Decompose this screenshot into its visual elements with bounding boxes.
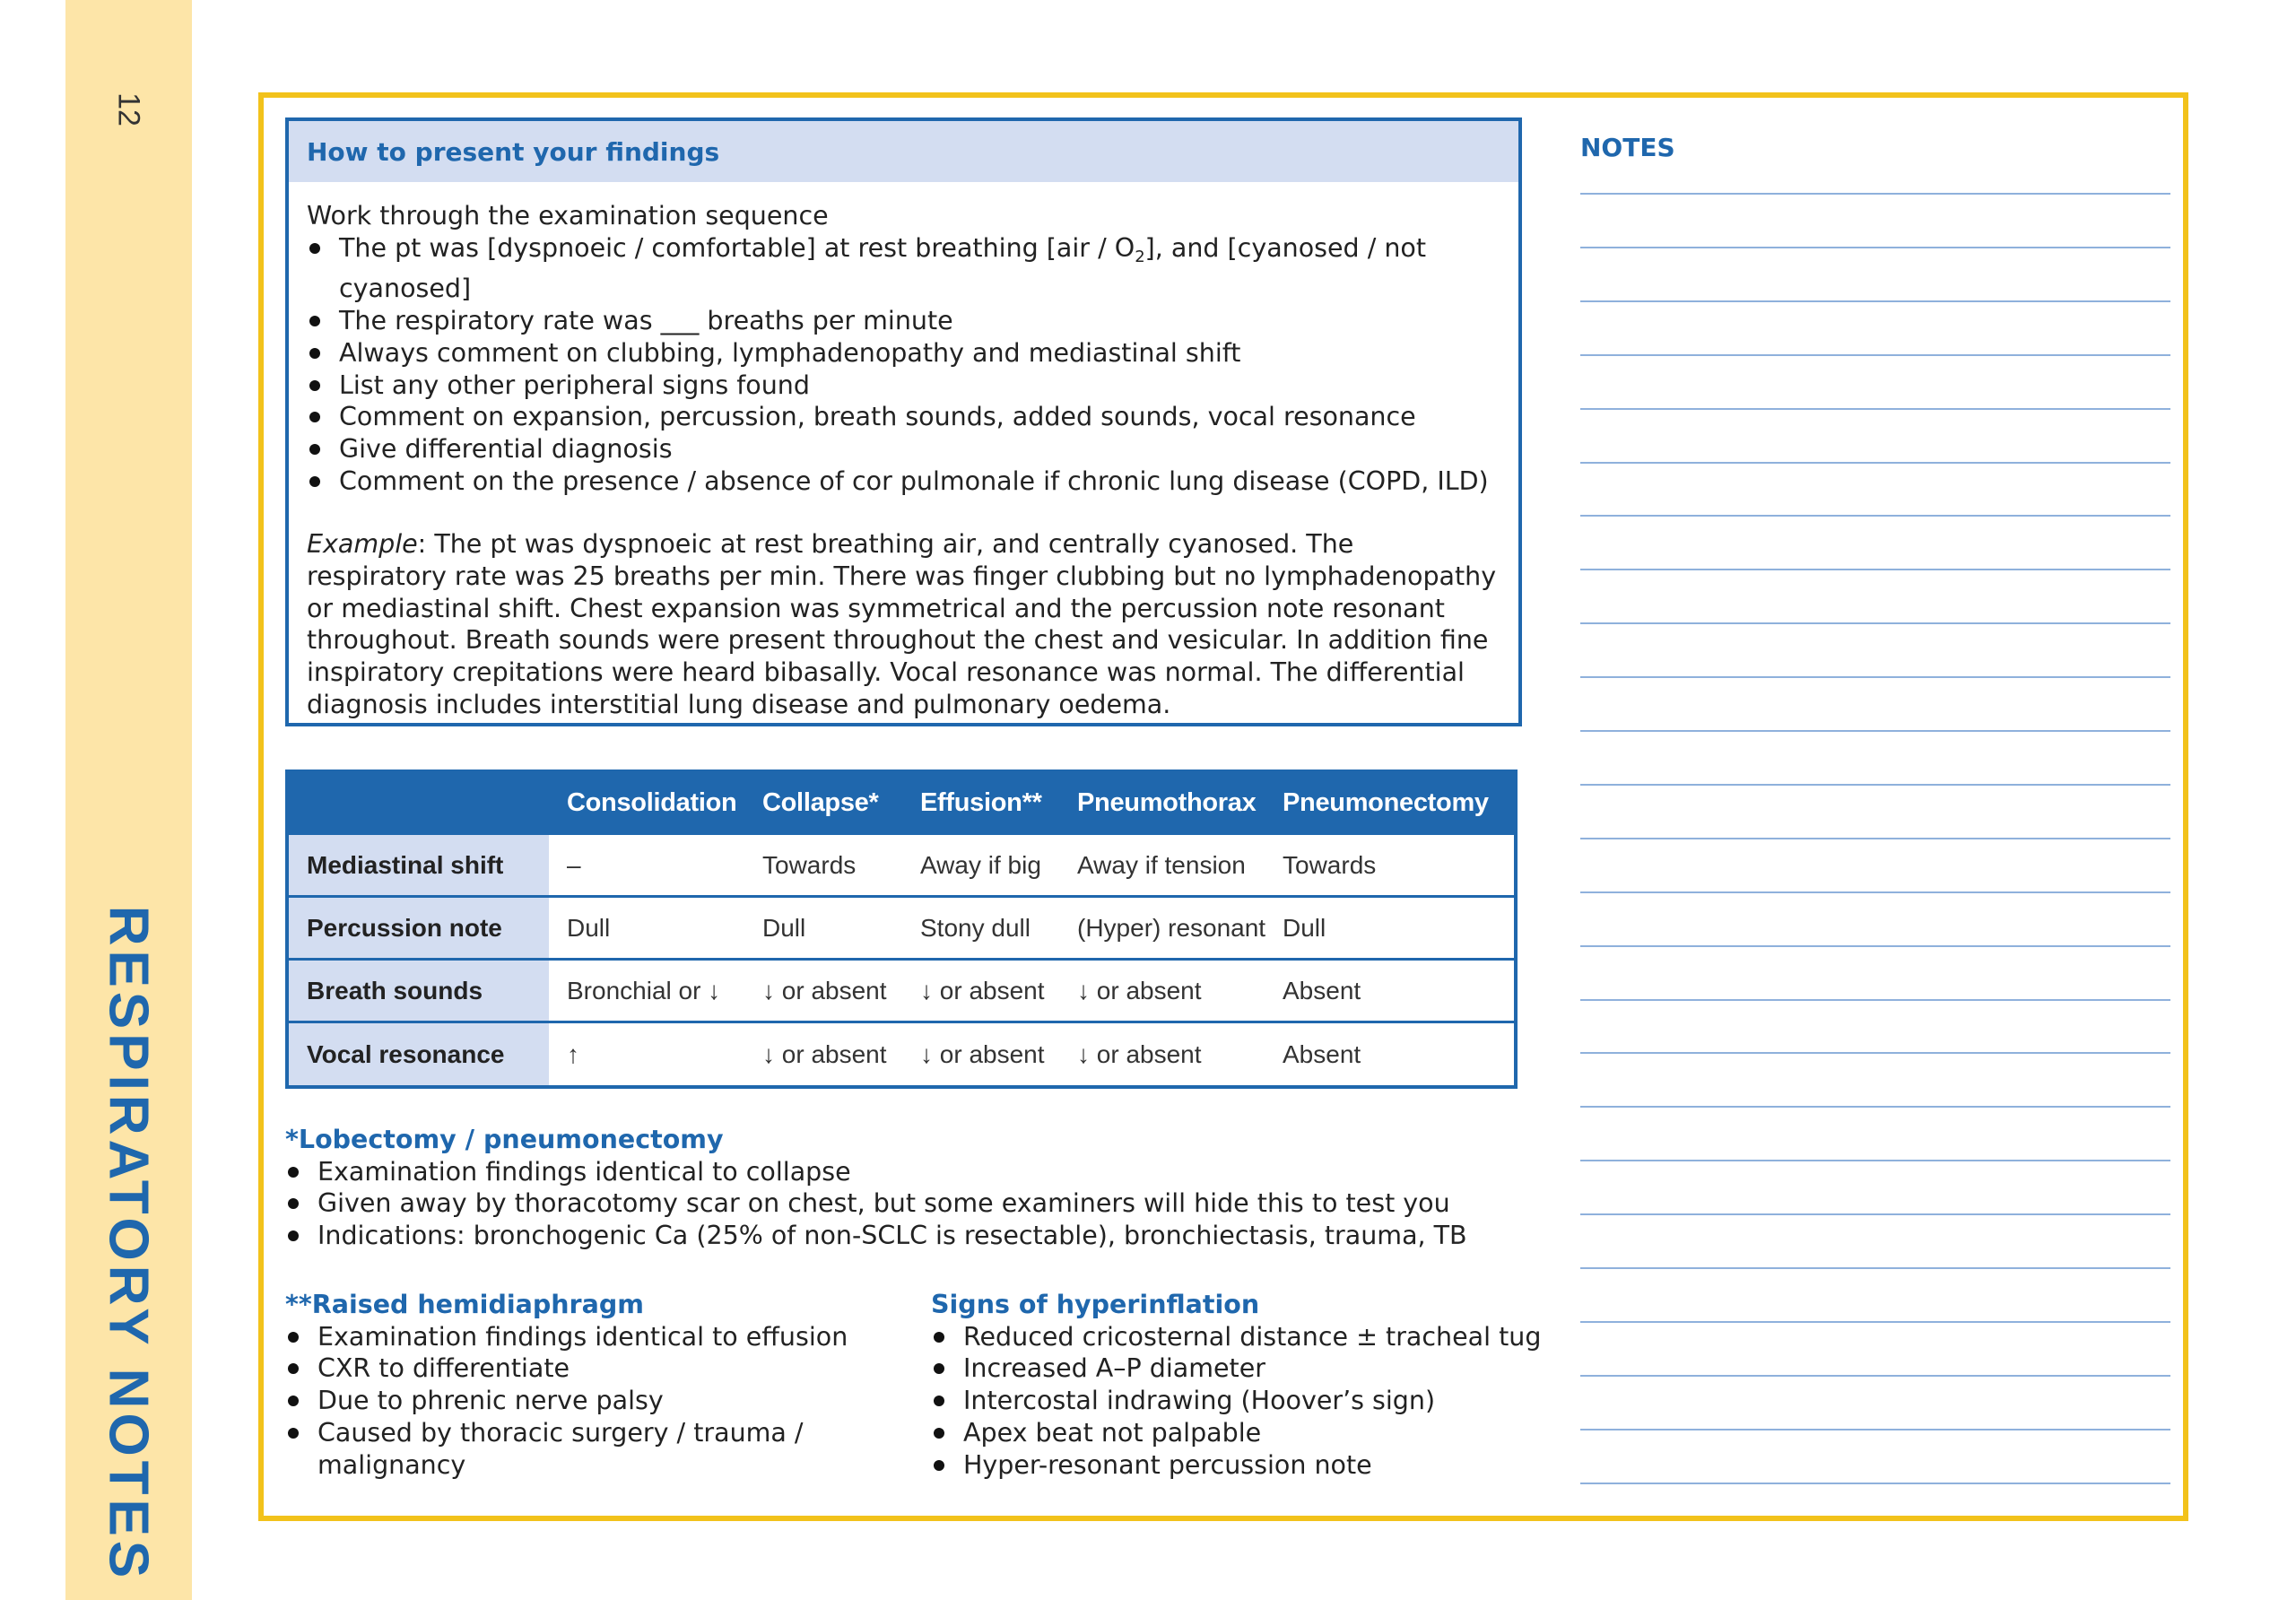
hemidiaphragm-list (285, 1321, 877, 1482)
notes-line (1580, 1160, 2170, 1161)
notes-line (1580, 569, 2170, 570)
table-cell: (Hyper) resonant (1059, 897, 1265, 960)
present-bullet: Always comment on clubbing, lymphadenopathy and mediastinal shift (307, 337, 1500, 370)
table-cell: ↑ (549, 1022, 744, 1085)
table-cell: Away if big (902, 834, 1059, 897)
present-bullet-text: The pt was [dyspnoeic / comfortable] at rest breathing [air / O (339, 232, 1135, 263)
notes-line (1580, 730, 2170, 732)
table-cell: – (549, 834, 744, 897)
table-cell: ↓ or absent (744, 960, 902, 1022)
lobectomy-list (285, 1156, 1532, 1252)
table-row (289, 834, 1514, 897)
notes-line (1580, 838, 2170, 839)
notes-line (1580, 784, 2170, 786)
lobectomy-section (285, 1124, 1532, 1252)
notes-title: NOTES (1580, 133, 1675, 162)
present-bullet (307, 232, 1500, 305)
hyperinflation-section (931, 1289, 1577, 1481)
example-paragraph (307, 528, 1500, 720)
table-cell: Dull (549, 897, 744, 960)
table-cell: Absent (1265, 1022, 1514, 1085)
list-item: Increased A–P diameter (931, 1352, 1577, 1385)
notes-line (1580, 676, 2170, 678)
column-header (289, 773, 549, 834)
table-cell: Absent (1265, 960, 1514, 1022)
column-header: Pneumonectomy (1265, 773, 1514, 834)
row-header: Mediastinal shift (289, 834, 549, 897)
notes-line (1580, 354, 2170, 356)
findings-table (285, 770, 1518, 1089)
present-findings-body (289, 182, 1518, 721)
present-bullet-list (307, 232, 1500, 498)
table-cell: Dull (744, 897, 902, 960)
section-title: RESPIRATORY NOTES (97, 905, 160, 1583)
table-cell: Dull (1265, 897, 1514, 960)
notes-line (1580, 300, 2170, 302)
notes-line (1580, 193, 2170, 195)
table-header-row (289, 773, 1514, 834)
list-item: Apex beat not palpable (931, 1417, 1577, 1449)
table-cell: ↓ or absent (902, 1022, 1059, 1085)
list-item: Indications: bronchogenic Ca (25% of non-SCLC is resectable), bronchiectasis, trauma, TB (285, 1220, 1532, 1252)
table-row (289, 897, 1514, 960)
table-cell: Towards (1265, 834, 1514, 897)
present-bullet: Comment on expansion, percussion, breath sounds, added sounds, vocal resonance (307, 401, 1500, 433)
list-item: Hyper-resonant percussion note (931, 1449, 1577, 1482)
present-intro: Work through the examination sequence (307, 201, 829, 230)
list-item: Given away by thoracotomy scar on chest, but some examiners will hide this to test you (285, 1187, 1532, 1220)
list-item: Caused by thoracic surgery / trauma / malignancy (285, 1417, 877, 1481)
hemidiaphragm-section (285, 1289, 877, 1481)
table-cell: Away if tension (1059, 834, 1265, 897)
notes-line (1580, 891, 2170, 893)
notes-line (1580, 1052, 2170, 1054)
list-item: CXR to differentiate (285, 1352, 877, 1385)
table-cell: ↓ or absent (902, 960, 1059, 1022)
column-header: Effusion** (902, 773, 1059, 834)
row-header: Breath sounds (289, 960, 549, 1022)
notes-line (1580, 999, 2170, 1001)
hyperinflation-list (931, 1321, 1577, 1482)
list-item: Examination findings identical to collapse (285, 1156, 1532, 1188)
example-text: : The pt was dyspnoeic at rest breathing air, and centrally cyanosed. The respiratory rate was 25 breaths per min. There was finger clubbing but no lymphadenopathy or mediastinal shift. Chest expansion was symmetrical and the percussion note resonant throughout. Breath sounds were present throughout the chest and vesicular. In addition fine inspiratory crepitations were heard bibasally. Vocal resonance was normal. The differential diagnosis includes interstitial lung disease and pulmonary oedema. (307, 529, 1497, 719)
list-item: Reduced cricosternal distance ± tracheal tug (931, 1321, 1577, 1353)
notes-line (1580, 1483, 2170, 1484)
row-header: Vocal resonance (289, 1022, 549, 1085)
present-bullet-text: ], and [cyanosed / not cyanosed] (339, 232, 1427, 304)
notes-line (1580, 515, 2170, 517)
present-bullet: Give differential diagnosis (307, 433, 1500, 465)
notes-line (1580, 1375, 2170, 1377)
hemidiaphragm-title: **Raised hemidiaphragm (285, 1290, 644, 1319)
present-findings-box (285, 117, 1522, 726)
notes-line (1580, 945, 2170, 947)
lobectomy-title: *Lobectomy / pneumonectomy (285, 1125, 724, 1154)
list-item: Due to phrenic nerve palsy (285, 1385, 877, 1417)
notes-line (1580, 462, 2170, 464)
notes-line (1580, 1106, 2170, 1108)
present-findings-title: How to present your findings (289, 121, 1518, 182)
present-bullet: The respiratory rate was ___ breaths per minute (307, 305, 1500, 337)
table-cell: ↓ or absent (744, 1022, 902, 1085)
list-item: Examination findings identical to effusion (285, 1321, 877, 1353)
row-header: Percussion note (289, 897, 549, 960)
column-header: Pneumothorax (1059, 773, 1265, 834)
table-cell: ↓ or absent (1059, 1022, 1265, 1085)
notes-line (1580, 247, 2170, 248)
notes-line (1580, 1321, 2170, 1323)
notes-line (1580, 1213, 2170, 1215)
notes-line (1580, 408, 2170, 410)
notes-line (1580, 1429, 2170, 1430)
table-cell: Towards (744, 834, 902, 897)
list-item: Intercostal indrawing (Hoover’s sign) (931, 1385, 1577, 1417)
present-bullet: List any other peripheral signs found (307, 370, 1500, 402)
table-cell: Stony dull (902, 897, 1059, 960)
notes-line (1580, 622, 2170, 624)
column-header: Collapse* (744, 773, 902, 834)
notes-line (1580, 1267, 2170, 1269)
table-row (289, 1022, 1514, 1085)
present-bullet: Comment on the presence / absence of cor pulmonale if chronic lung disease (COPD, ILD) (307, 465, 1500, 498)
example-label: Example (307, 529, 418, 560)
hyperinflation-title: Signs of hyperinflation (931, 1290, 1260, 1319)
table-cell: Bronchial or ↓ (549, 960, 744, 1022)
table-cell: ↓ or absent (1059, 960, 1265, 1022)
column-header: Consolidation (549, 773, 744, 834)
page-number: 12 (111, 92, 146, 126)
subscript: 2 (1135, 247, 1145, 266)
table-row (289, 960, 1514, 1022)
